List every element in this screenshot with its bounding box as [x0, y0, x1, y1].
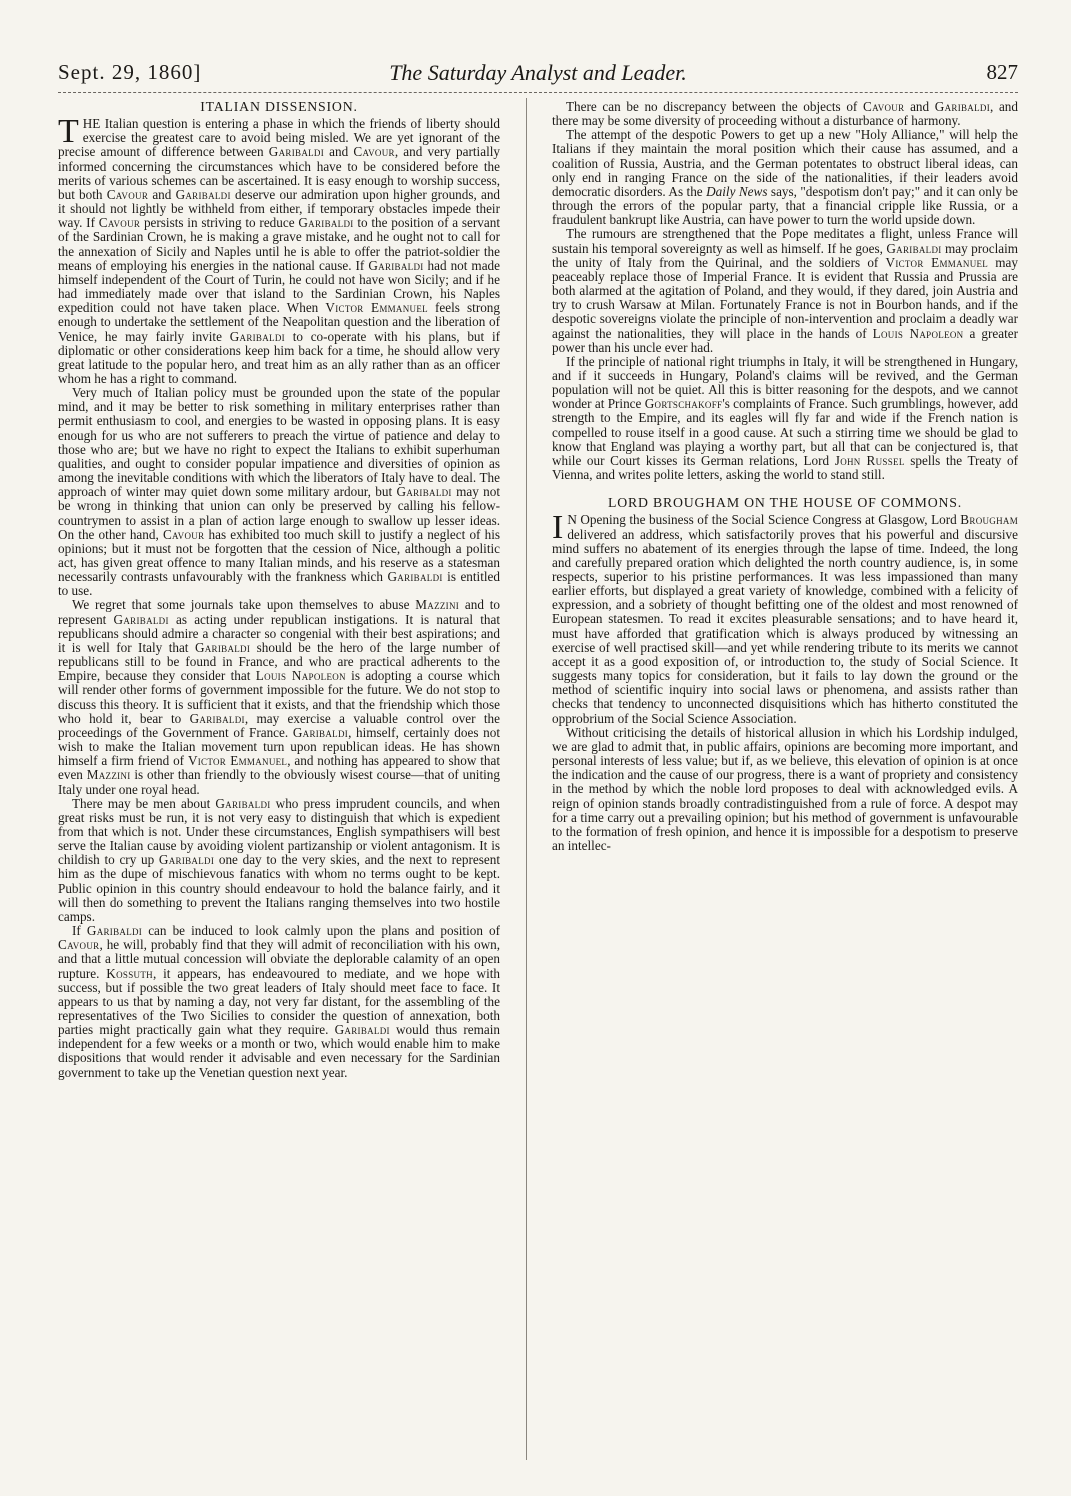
- masthead: [58, 58, 1018, 88]
- text-run: would thus remain independent for a few weeks or a month or two, which would enable him to make dispositions that would render it advisable and even necessary for the Sardinian government to take up the Venetian question next year.: [58, 1022, 500, 1080]
- text-run: , may exercise a valuable control over the proceedings of the Government of France.: [58, 710, 500, 740]
- name-garibaldi: Garibaldi: [175, 186, 231, 202]
- name-garibaldi: Garibaldi: [86, 923, 143, 939]
- name-garibaldi: Garibaldi: [215, 795, 271, 811]
- text-run: , he will, probably find that they will admit of reconciliation with his own, and that a little mutual concession will obviate the deplorable calamity of an open rupture.: [58, 937, 500, 981]
- text-run: feels strong enough to undertake the settlement of the Neapolitan question and the liberation of Venice, he may fairly invite: [58, 300, 500, 344]
- drop-cap: I: [552, 509, 564, 547]
- name-victor-emmanuel: Victor Emmanuel: [187, 753, 288, 769]
- name-john-russel: John Russel: [834, 452, 905, 468]
- name-mazzini: Mazzini: [415, 597, 460, 613]
- text-run: says, "despotism don't pay;" and it can only be through the errors of the popular party, that a financial cripple like Russia, or a fraudulent bankrupt like Austria, can have power to turn the world upside down.: [552, 183, 1018, 228]
- article1-paragraph-7: [552, 128, 1018, 227]
- article2-paragraph-2: Without criticising the details of historical allusion in which his Lordship indulged, we are glad to admit that, in public affairs, opinions are becoming more important, and personal interests of less value; but if, as we believe, this elevation of opinion is at once the indication and the cause of our progress, there is a want of propriety and consistency in the method by which the noble lord proposes to deal with acknowledged evils. A reign of opinion stands broadly contradistinguished from a rule of force. A despot may for a time carry out a prevailing opinion; but his method of government is unfavourable to the formation of fresh opinion, and hence it is impossible for a despotism to preserve an intellec-: [552, 724, 1018, 853]
- article1-paragraph-1: [58, 113, 500, 386]
- text-run: persists in striving to reduce: [140, 215, 299, 231]
- name-garibaldi: Garibaldi: [158, 852, 215, 868]
- article1-paragraph-9: [552, 355, 1018, 482]
- column-right: [552, 100, 1018, 1455]
- text-run: There can be no discrepancy between the objects of: [566, 100, 863, 114]
- text-run: N Opening the business of the Social Science Congress at Glasgow, Lord: [567, 512, 961, 528]
- name-mazzini: Mazzini: [86, 767, 131, 783]
- name-garibaldi: Garibaldi: [113, 611, 169, 627]
- text-run: , and there may be some diversity of proceeding without a disturbance of harmony.: [552, 100, 1018, 129]
- text-run: had not made himself independent of the Court of Turin, he could not have won Sicily; and if he had immediately made over that island to the Sardinian Crown, his Naples expedition could not have taken place. When: [58, 257, 500, 316]
- text-run: may not be wrong in thinking that union can only be preserved by calling his fellow-countrymen to assist in a plan of action large enough to swallow up lesser ideas. On the other hand,: [58, 484, 500, 542]
- text-run: who press imprudent councils, and when great risks must be run, it is not very easy to distinguish that which is expedient from that which is not. Under these circumstances, English sympathisers will best serve the Italian cause by avoiding violent partizanship or violent antagonism. It is childish to cry up: [58, 795, 500, 868]
- text-run: to co-operate with his plans, but if diplomatic or other considerations keep him back for a time, he should allow very great latitude to the popular hero, and treat him as an ally rather than as an officer whom he has a right to command.: [58, 328, 500, 386]
- name-cavour: Cavour: [98, 215, 141, 231]
- text-run: and: [148, 186, 176, 202]
- name-kossuth: Kossuth: [106, 965, 153, 981]
- name-cavour: Cavour: [862, 100, 905, 114]
- text-run: HE Italian question is entering a phase in which the friends of liberty should exercise the greatest care to avoid being misled. We are yet ignorant of the precise amount of difference between: [58, 116, 500, 160]
- name-garibaldi: Garibaldi: [189, 710, 245, 726]
- text-run: and: [904, 100, 935, 114]
- article1-paragraph-4: [58, 797, 500, 924]
- text-run: There may be men about: [72, 795, 216, 811]
- article1-paragraph-8: [552, 227, 1018, 354]
- name-cavour: Cavour: [353, 144, 395, 160]
- text-run: and to represent: [58, 597, 500, 627]
- name-victor-emmanuel: Victor Emmanuel: [885, 254, 989, 270]
- name-garibaldi: Garibaldi: [292, 724, 349, 740]
- article2-paragraph-1: [552, 509, 1018, 726]
- text-run: 's complaints of France. Such grumblings, however, add strength to the Empire, and its eagles will fly far and wide if the French nation is compelled to rouse itself in a good cause. At such a stirring time we should be glad to know that England was playing a worthy part, but all that can be conjectured is, that while our Court kisses its German relations, Lord: [552, 396, 1018, 468]
- name-garibaldi: Garibaldi: [886, 240, 942, 256]
- name-garibaldi: Garibaldi: [387, 569, 443, 585]
- text-run: , and very partially informed concerning the circumstances which have to be considered before the merits of various schemes can be ascertained. It is easy enough to worship success, but both: [58, 144, 500, 202]
- article-heading-italian-dissension: ITALIAN DISSENSION.: [200, 100, 358, 114]
- text-run: , himself, certainly does not wish to make the Italian movement turn upon republican ideas. He has shown himself a firm friend of: [58, 724, 500, 769]
- text-run: If: [72, 923, 87, 939]
- name-brougham: Brougham: [960, 512, 1018, 528]
- issue-date: Sept. 29, 1860]: [58, 60, 202, 84]
- text-run: as acting under republican instigations. It is natural that republicans should admire a character so congenial with their best aspirations; and it is well for Italy that: [58, 611, 500, 655]
- text-run: If the principle of national right triumphs in Italy, it will be strengthened in Hungary, and if it succeeds in Hungary, Poland's claims will be revived, and the German population will not be quiet. All this is bitter reasoning for the despots, and we cannot wonder at Prince: [552, 353, 1018, 412]
- text-run: can be induced to look calmly upon the plans and position of: [142, 923, 500, 939]
- column-left: [58, 100, 500, 1455]
- text-run: is other than friendly to the obviously wisest course—that of uniting Italy under one royal head.: [58, 767, 500, 797]
- article1-paragraph-3: [58, 598, 500, 796]
- text-run: delivered an address, which satisfactorily proves that his powerful and discursive mind suffers no abatement of its energies through the lapse of time. Indeed, the long and carefully prepared oration which delighted the north country audience, is, in some respects, superior to his pristine performances. It was less impassioned than many earlier efforts, but displayed a great variety of knowledge, combined with a felicity of expression, and a sobriety of thought befitting one of the oldest and most renowned of European statesmen. To read it excites pleasurable sensations; and to have heard it, must have afforded that gratification which is always produced by witnessing an exercise of well practised skill—and yet while rendering tribute to its merits we cannot accept it as a good exposition of, or introduction to, the study of Social Science. It suggests many topics for consideration, but it fails to lay down the ground or the method of scientific inquiry into social laws or phenomena, and assists rather than checks that tendency to unconnected disquisitions which has hitherto constituted the opprobrium of the Social Science Association.: [552, 526, 1018, 726]
- article-heading-lord-brougham: LORD BROUGHAM ON THE HOUSE OF COMMONS.: [607, 495, 963, 511]
- text-run: a greater power than his uncle ever had.: [552, 325, 1018, 355]
- text-run: may proclaim the unity of Italy from the Quirinal, and the soldiers of: [552, 240, 1018, 270]
- text-run: deserve our admiration upon higher grounds, and it should not lightly be withheld from either, if temporary obstacles impede their way. If: [58, 186, 500, 231]
- article1-paragraph-2: [58, 386, 500, 598]
- masthead-rule: [58, 92, 1018, 93]
- name-garibaldi: Garibaldi: [934, 100, 990, 114]
- article1-paragraph-6: [552, 100, 1018, 128]
- drop-cap: T: [58, 113, 79, 151]
- name-garibaldi: Garibaldi: [396, 484, 452, 500]
- name-garibaldi: Garibaldi: [368, 257, 424, 273]
- text-run: to the position of a servant of the Sardinian Crown, he is making a grave mistake, and he ought not to call for the annexation of Sicily and Naples until he is able to offer the patriot-soldier the means of employing his energies in the national cause. If: [58, 215, 500, 273]
- name-garibaldi: Garibaldi: [229, 328, 285, 344]
- name-garibaldi: Garibaldi: [334, 1022, 390, 1038]
- text-run: spells the Treaty of Vienna, and writes polite letters, asking the world to stand still.: [552, 452, 1018, 483]
- text-run: and: [324, 144, 354, 160]
- name-garibaldi: Garibaldi: [298, 215, 354, 231]
- name-cavour: Cavour: [106, 186, 149, 202]
- column-divider: [526, 98, 527, 1460]
- text-run: may peaceably replace those of Imperial France. It is evident that Russia and Prussia are both alarmed at the agitation of Poland, and they would, if they dared, join Austria and try to crush Warsaw at Milan. Fortunately France is not in Bourbon hands, and if the despotic sovereigns violate the principle of non-intervention and proclaim a deadly war against the nationalities, they will place in the hands of: [552, 254, 1018, 341]
- name-louis-napoleon: Louis Napoleon: [255, 668, 346, 684]
- name-garibaldi: Garibaldi: [194, 639, 251, 655]
- text-run: Very much of Italian policy must be grounded upon the state of the popular mind, and it may be better to risk something in military enterprises rather than permit enthusiasm to cool, and energies to be wasted in opposing plans. It is easy enough for us who are not sufferers to preach the virtue of patience and delay to those who are; but we have no right to expect the Italians to exhibit superhuman qualities, and ought to consider popular impatience and diversities of opinion as among the inevitable conditions with which the liberators of Italy have to deal. The approach of winter may quiet down some military ardour, but: [58, 385, 500, 500]
- text-run: has exhibited too much skill to justify a neglect of his opinions; but it must not be forgotten that the cession of Nice, although a politic act, has given great offence to many Italian minds, and his reserve as a statesman necessarily contrasts unfavourably with the frankness which: [58, 526, 500, 585]
- article1-paragraph-5: [58, 924, 500, 1080]
- text-run: The attempt of the despotic Powers to get up a new "Holy Alliance," will help the Italians if they maintain the moral position which their cause has assumed, and a coalition of Russia, Austria, and the German potentates to obstruct liberal ideas, can only end in ranging France on the side of the nationalities, if their leaders avoid democratic disorders. As the: [552, 127, 1018, 199]
- text-run: one day to the very skies, and the next to represent him as the dupe of mischievous fanatics with whom no terms ought to be kept. Public opinion in this country should endeavour to hold the balance fairly, and it will then do something to prevent the Italians ranging themselves into two hostile camps.: [58, 852, 500, 924]
- name-victor-emmanuel: Victor Emmanuel: [325, 300, 428, 316]
- name-louis-napoleon: Louis Napoleon: [872, 325, 964, 341]
- page-number: 827: [986, 60, 1018, 84]
- text-run: The rumours are strengthened that the Pope meditates a flight, unless France will sustain his temporal sovereignty as well as himself. If he goes,: [552, 226, 1018, 256]
- name-cavour: Cavour: [162, 526, 205, 542]
- text-run: is adopting a course which will render other forms of government impossible for the future. We do not stop to discuss this theory. It is sufficient that it exists, and that the friendship which those who hold it, bear to: [58, 668, 500, 726]
- text-run: , it appears, has endeavoured to mediate, and we hope with success, but if possible the two great leaders of Italy should meet face to face. It appears to us that by naming a day, not very far distant, for the assembling of the representatives of the Two Sicilies to consider the question of annexation, both parties might practically gain what they require.: [58, 965, 500, 1038]
- publication-title: The Saturday Analyst and Leader.: [389, 60, 687, 85]
- name-daily-news: Daily News: [706, 183, 768, 199]
- text-run: is entitled to use.: [58, 569, 500, 599]
- name-cavour: Cavour: [58, 937, 100, 953]
- text-run: should be the hero of the large number of republicans still to be found in France, and who are practical adherents to the Empire, because they consider that: [58, 639, 500, 684]
- text-run: , and nothing has appeared to show that even: [58, 753, 500, 783]
- name-garibaldi: Garibaldi: [268, 144, 325, 160]
- text-run: We regret that some journals take upon themselves to abuse: [72, 597, 416, 613]
- name-gortschakoff: Gortschakoff: [644, 396, 723, 412]
